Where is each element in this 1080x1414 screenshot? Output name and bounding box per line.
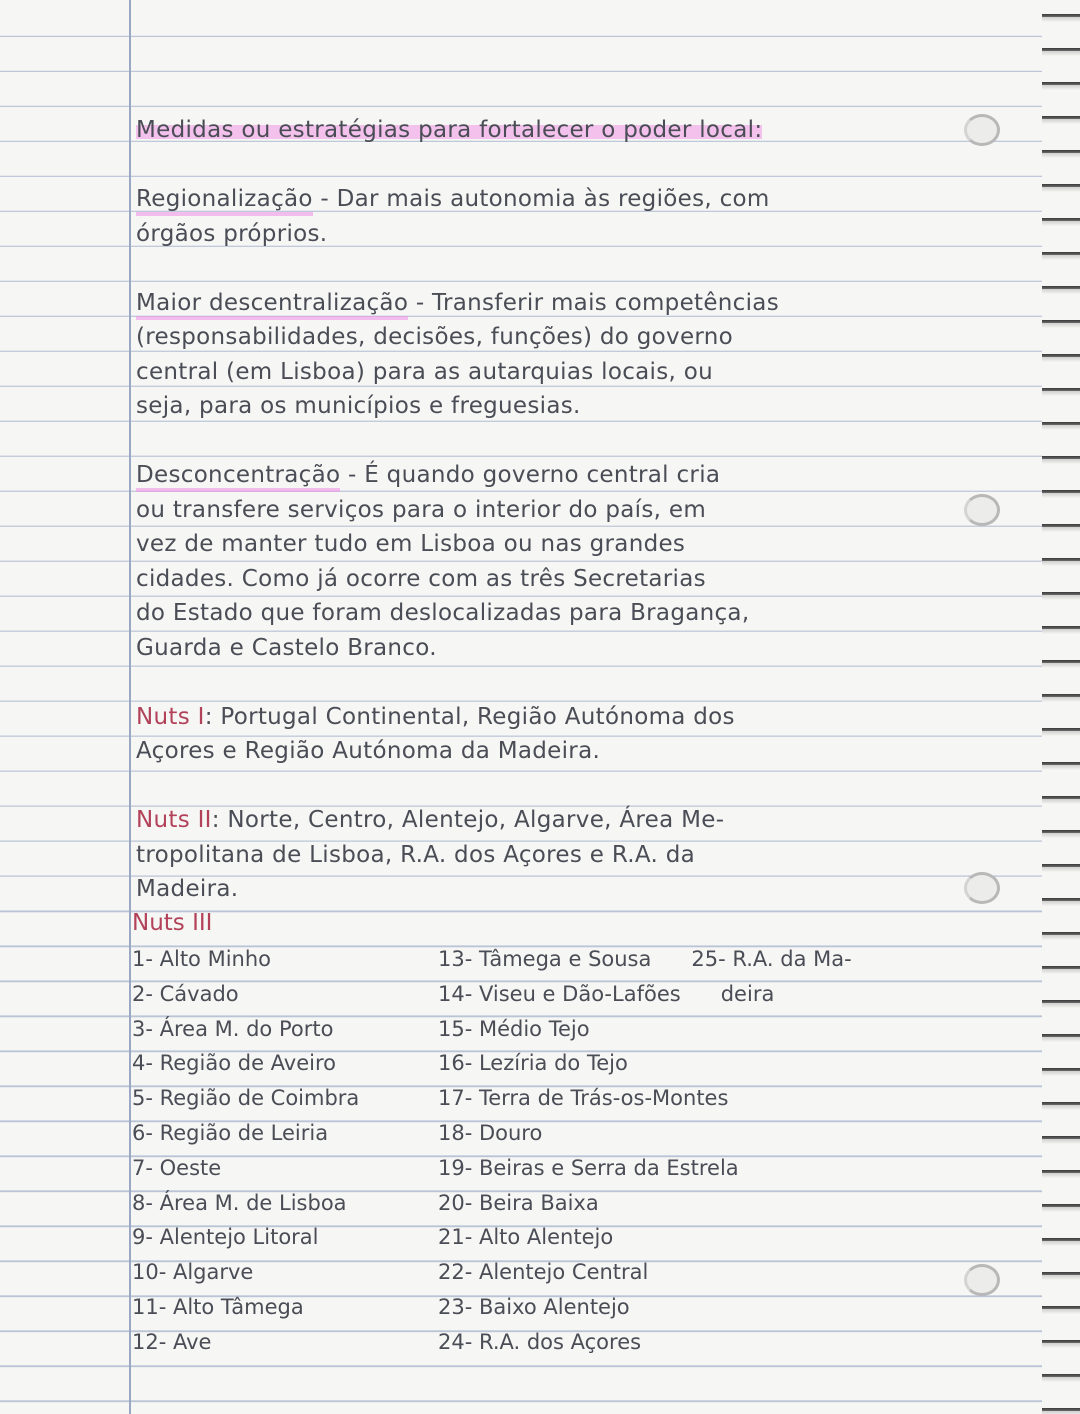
- nuts2-line-3: Madeira.: [136, 876, 239, 902]
- nuts1-label: Nuts I: [136, 703, 205, 730]
- list-item: 7- Oeste: [132, 1155, 222, 1180]
- list-item: 17- Terra de Trás-os-Montes: [438, 1086, 729, 1111]
- punch-hole: [964, 1264, 1000, 1296]
- desconcentracao-text-1: - É quando governo central cria: [340, 462, 721, 488]
- descentralizacao-line-2: (responsabilidades, decisões, funções) do governo: [136, 324, 733, 350]
- regionalizacao-text-1: - Dar mais autonomia às regiões, com: [312, 186, 770, 212]
- nuts1-line-2: Açores e Região Autónoma da Madeira.: [136, 738, 601, 764]
- nuts1-line-1: [136, 700, 936, 735]
- notes-body: [136, 113, 936, 907]
- list-item: 3- Área M. do Porto: [132, 1016, 334, 1041]
- page-heading: [136, 113, 936, 148]
- descentralizacao-line-4: seja, para os municípios e freguesias.: [136, 393, 581, 419]
- list-item: 22- Alentejo Central: [438, 1260, 649, 1285]
- list-item: 12- Ave: [132, 1329, 212, 1354]
- nuts2-text-1: : Norte, Centro, Alentejo, Algarve, Área Me-: [211, 807, 725, 833]
- descentralizacao-line-3: central (em Lisboa) para as autarquias locais, ou: [136, 358, 713, 385]
- desconcentracao-line-6: Guarda e Castelo Branco.: [136, 634, 437, 661]
- desconcentracao-line-2: ou transfere serviços para o interior do país, em: [136, 496, 707, 523]
- nuts1-text-1: : Portugal Continental, Região Autónoma dos: [204, 703, 735, 730]
- list-item: 18- Douro: [438, 1120, 543, 1145]
- nuts2-line-2: tropolitana de Lisboa, R.A. dos Açores e R.A. da: [136, 841, 696, 868]
- list-item: 6- Região de Leiria: [132, 1120, 329, 1145]
- list-item: 2- Cávado: [132, 981, 239, 1006]
- nuts3-label: Nuts III: [132, 910, 213, 936]
- punch-hole: [964, 872, 1000, 904]
- desconcentracao-term: Desconcentração: [136, 462, 340, 492]
- regionalizacao-line-1: [136, 182, 936, 217]
- list-item: 11- Alto Tâmega: [132, 1294, 304, 1319]
- list-item: 19- Beiras e Serra da Estrela: [438, 1155, 739, 1180]
- list-item: 14- Viseu e Dão-Lafões deira: [438, 981, 775, 1006]
- descentralizacao-term: Maior descentralização: [136, 290, 408, 320]
- nuts3-left-column: [132, 942, 432, 1360]
- desconcentracao-line-3: vez de manter tudo em Lisboa ou nas grandes: [136, 531, 686, 557]
- list-item: 5- Região de Coimbra: [132, 1086, 360, 1111]
- nuts2-label: Nuts II: [136, 807, 212, 833]
- desconcentracao-line-1: [136, 458, 936, 493]
- spiral-binding: [1042, 0, 1080, 1414]
- list-item: 24- R.A. dos Açores: [438, 1329, 642, 1354]
- nuts3-right-column: [438, 942, 918, 1360]
- list-item: 15- Médio Tejo: [438, 1016, 590, 1041]
- list-item: 10- Algarve: [132, 1260, 254, 1285]
- list-item: 20- Beira Baixa: [438, 1190, 599, 1215]
- regionalizacao-term: Regionalização: [136, 186, 313, 216]
- heading-text: Medidas ou estratégias para fortalecer o poder local:: [136, 117, 763, 143]
- list-item: 4- Região de Aveiro: [132, 1051, 337, 1076]
- list-item: 1- Alto Minho: [132, 947, 271, 971]
- regionalizacao-line-2: órgãos próprios.: [136, 220, 328, 247]
- list-item: 13- Tâmega e Sousa 25- R.A. da Ma-: [438, 947, 852, 971]
- desconcentracao-line-4: cidades. Como já ocorre com as três Secretarias: [136, 565, 706, 592]
- punch-hole: [964, 494, 1000, 526]
- descentralizacao-line-1: [136, 286, 936, 321]
- list-item: 23- Baixo Alentejo: [438, 1294, 630, 1319]
- list-item: 9- Alentejo Litoral: [132, 1225, 319, 1250]
- list-item: 21- Alto Alentejo: [438, 1225, 614, 1250]
- punch-hole: [964, 114, 1000, 146]
- nuts2-line-1: [136, 803, 936, 838]
- margin-line: [129, 0, 131, 1414]
- list-item: 8- Área M. de Lisboa: [132, 1190, 347, 1215]
- desconcentracao-line-5: do Estado que foram deslocalizadas para Bragança,: [136, 600, 750, 626]
- descentralizacao-text-1: - Transferir mais competências: [408, 289, 779, 316]
- list-item: 16- Lezíria do Tejo: [438, 1051, 628, 1076]
